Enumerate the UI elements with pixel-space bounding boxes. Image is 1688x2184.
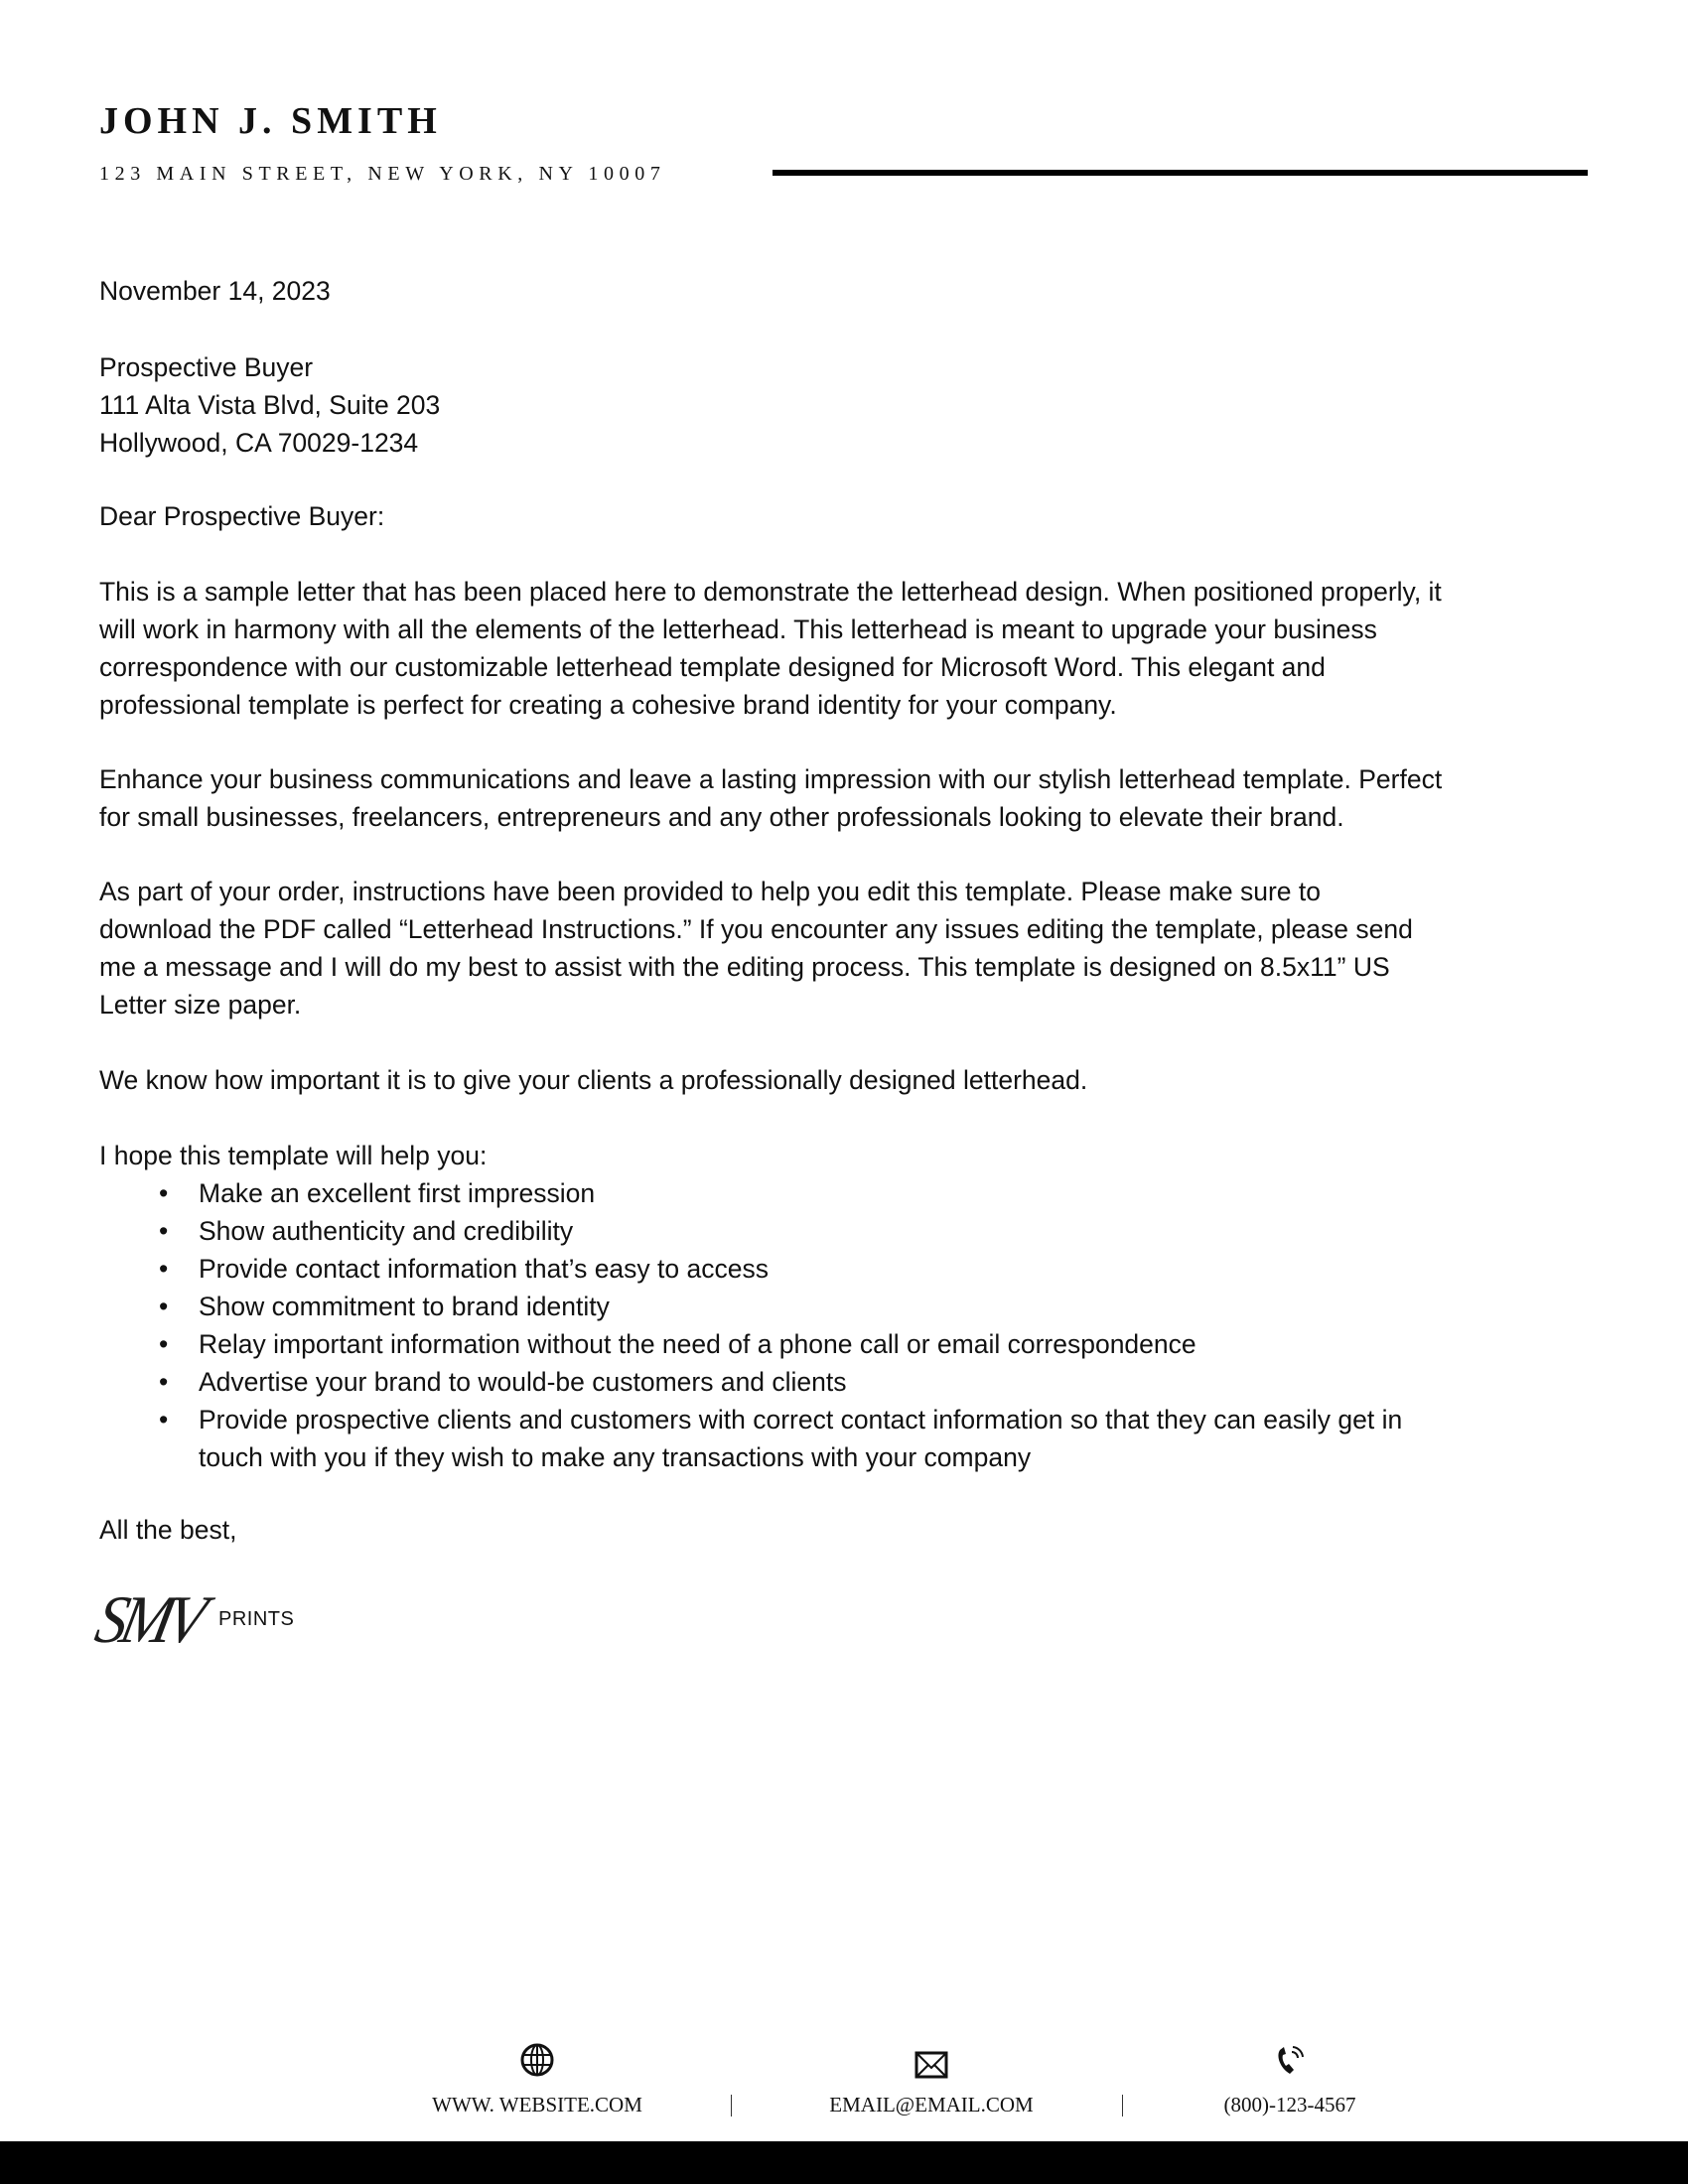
recipient-street: 111 Alta Vista Blvd, Suite 203 — [99, 390, 441, 420]
paragraph-1-line: will work in harmony with all the elements of the letterhead. This letterhead is meant to upgrade your business — [99, 614, 1377, 644]
envelope-icon — [914, 2047, 949, 2083]
recipient-city: Hollywood, CA 70029-1234 — [99, 428, 419, 458]
recipient-name: Prospective Buyer — [99, 352, 314, 382]
list-intro: I hope this template will help you: — [99, 1141, 488, 1170]
letterhead-address: 123 MAIN STREET, NEW YORK, NY 10007 — [99, 163, 666, 185]
bullet-dot: • — [159, 1216, 169, 1246]
bullet-dot: • — [159, 1367, 169, 1397]
footer-separator — [731, 2095, 732, 2116]
signature-script: SMV — [89, 1582, 208, 1658]
bullet-dot: • — [159, 1292, 169, 1321]
paragraph-2-line: Enhance your business communications and leave a lasting impression with our stylish letterhead template. Perfect — [99, 764, 1443, 794]
footer-separator — [1122, 2095, 1123, 2116]
bullet-dot: • — [159, 1405, 169, 1434]
paragraph-3-line: Letter size paper. — [99, 990, 302, 1020]
letter-date: November 14, 2023 — [99, 276, 331, 306]
paragraph-1-line: professional template is perfect for creating a cohesive brand identity for your company. — [99, 690, 1117, 720]
footer-phone[interactable]: (800)-123-4567 — [1223, 2093, 1356, 2116]
paragraph-3-line: download the PDF called “Letterhead Instructions.” If you encounter any issues editing the template, please send — [99, 914, 1413, 944]
signature-text: PRINTS — [218, 1608, 295, 1630]
list-item: Relay important information without the need of a phone call or email correspondence — [199, 1329, 1196, 1359]
list-item: Provide prospective clients and customers with correct contact information so that they can easily get in — [199, 1405, 1403, 1434]
paragraph-4: We know how important it is to give your clients a professionally designed letterhead. — [99, 1065, 1088, 1095]
list-item: Show authenticity and credibility — [199, 1216, 574, 1246]
header-rule — [773, 170, 1588, 176]
paragraph-3-line: me a message and I will do my best to assist with the editing process. This template is designed on 8.5x11” US — [99, 952, 1390, 982]
paragraph-3-line: As part of your order, instructions have been provided to help you edit this template. Please make sure to — [99, 877, 1321, 906]
paragraph-1-line: This is a sample letter that has been placed here to demonstrate the letterhead design. When positioned properly, it — [99, 577, 1442, 607]
footer-website[interactable]: WWW. WEBSITE.COM — [432, 2093, 642, 2116]
footer-bar — [0, 2141, 1688, 2184]
list-item-continuation: touch with you if they wish to make any transactions with your company — [199, 1442, 1032, 1472]
list-item: Provide contact information that’s easy to access — [199, 1254, 769, 1284]
paragraph-2-line: for small businesses, freelancers, entrepreneurs and any other professionals looking to elevate their brand. — [99, 802, 1344, 832]
bullet-dot: • — [159, 1178, 169, 1208]
footer-email[interactable]: EMAIL@EMAIL.COM — [829, 2093, 1034, 2116]
bullet-dot: • — [159, 1329, 169, 1359]
list-item: Make an excellent first impression — [199, 1178, 596, 1208]
paragraph-1-line: correspondence with our customizable letterhead template designed for Microsoft Word. This elegant and — [99, 652, 1326, 682]
list-item: Advertise your brand to would-be customers and clients — [199, 1367, 847, 1397]
letterhead-name: JOHN J. SMITH — [99, 100, 442, 142]
list-item: Show commitment to brand identity — [199, 1292, 610, 1321]
closing: All the best, — [99, 1515, 237, 1545]
globe-icon — [519, 2042, 555, 2078]
phone-icon — [1272, 2042, 1308, 2078]
salutation: Dear Prospective Buyer: — [99, 501, 385, 531]
bullet-dot: • — [159, 1254, 169, 1284]
